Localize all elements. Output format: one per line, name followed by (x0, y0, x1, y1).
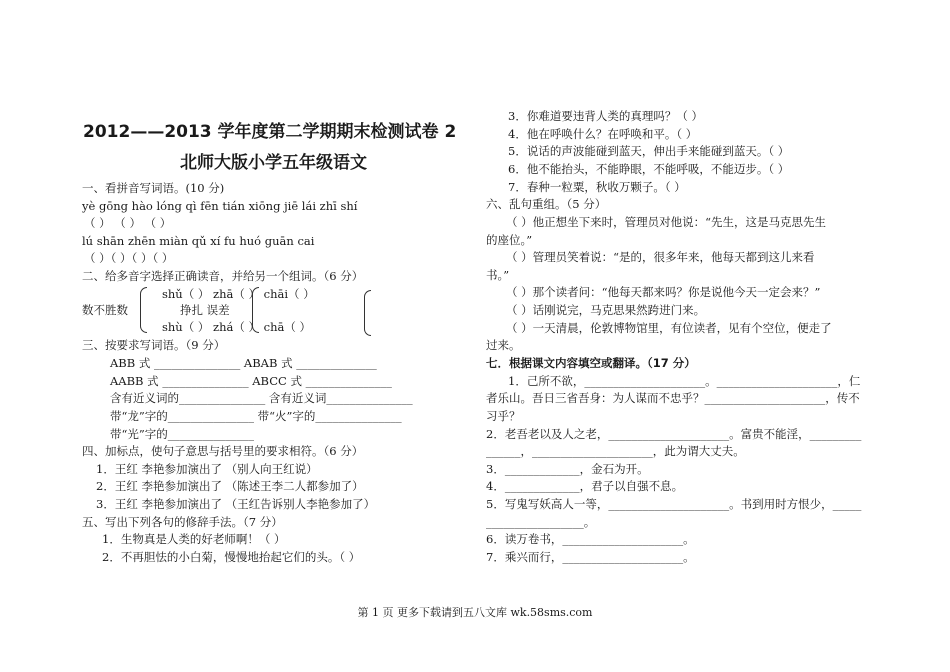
rhetoric-item-7: 7．春种一粒粟，秋收万颗子。（ ） (508, 180, 686, 194)
fill-item-6: 6．读万卷书，_____________________。 (486, 532, 695, 546)
section-7-heading: 七．根据课文内容填空或翻译。（17 分） (486, 356, 696, 370)
answer-blanks-row-2: （ ）（ ）（ ）（ ） (84, 251, 174, 265)
rhetoric-item-5: 5．说话的声波能碰到蓝天，伸出手来能碰到蓝天。（ ） (508, 144, 790, 158)
reorder-item-5: （ ）一天清晨，伦敦博物馆里，有位读者，见有个空位，便走了 (506, 321, 832, 335)
polyphone-word-1: 数不胜数 (82, 303, 128, 317)
section-4-heading: 四、加标点，使句子意思与括号里的要求相符。（6 分） (82, 444, 364, 458)
reorder-item-2-cont: 书。” (486, 268, 510, 282)
fill-item-3: 3．_____________，金石为开。 (486, 462, 649, 476)
reorder-item-1-cont: 的座位。” (486, 233, 533, 247)
rhetoric-item-3: 3．你难道要违背人类的真理吗？（ ） (508, 109, 703, 123)
reorder-item-4: （ ）话刚说完，马克思果然跨进门来。 (506, 303, 706, 317)
character-row-1: 带“龙”字的_______________ 带“火”字的_______________ (110, 409, 402, 423)
fill-item-1-end: 习乎？ (486, 409, 521, 423)
brace-1 (140, 287, 147, 333)
pinyin-row-2: lú shān zhēn miàn qǔ xí fu huó guān cai (82, 234, 315, 248)
fill-item-1: 1．己所不欲，_____________________。_____________________，仁 (508, 374, 861, 388)
synonym-row: 含有近义词的_______________ 含有近义词_______________ (110, 391, 413, 405)
exam-subtitle: 北师大版小学五年级语文 (180, 153, 367, 173)
fill-item-4: 4．_____________，君子以自强不息。 (486, 479, 684, 493)
section-2-heading: 二、给多音字选择正确读音，并给另一个组词。（6 分） (82, 269, 364, 283)
rhetoric-item-4: 4．他在呼唤什么？在呼唤和平。（ ） (508, 127, 698, 141)
fill-item-2: 2．老吾老以及人之老，_____________________。富贵不能淫，_________ (486, 427, 862, 441)
brace-2 (252, 287, 259, 333)
reorder-item-5-cont: 过来。 (486, 338, 521, 352)
fill-item-2-cont: ______，_____________________，此为谓大丈夫。 (486, 444, 745, 458)
punctuation-item-3: 3．王红 李艳参加演出了 （王红告诉别人李艳参加了） (96, 497, 376, 511)
character-row-2: 带“光”字的_______________ (110, 427, 255, 441)
rhetoric-item-2: 2．不再胆怯的小白菊，慢慢地抬起它们的头。（ ） (102, 550, 361, 564)
reorder-item-2: （ ）管理员笑着说：“是的，很多年来，他每天都到这儿来看 (506, 250, 815, 264)
punctuation-item-1: 1．王红 李艳参加演出了 （别人向王红说） (96, 462, 318, 476)
word-pattern-row-2: AABB 式 _______________ ABCC 式 _______________ (110, 374, 392, 388)
fill-item-5-cont: _________________。 (486, 515, 596, 529)
reorder-item-3: （ ）那个读者问：“他每天都来吗？你是说他今天一定会来？” (506, 285, 821, 299)
polyphone-words: 挣扎 误差 (180, 303, 230, 317)
exam-title: 2012——2013 学年度第二学期期末检测试卷 2 (83, 122, 457, 142)
punctuation-item-2: 2．王红 李艳参加演出了 （陈述王李二人都参加了） (96, 479, 364, 493)
fill-item-7: 7．乘兴而行，_____________________。 (486, 550, 695, 564)
polyphone-pinyin-top: shǔ（ ） zhā（ ） chāi（ ） (162, 287, 315, 301)
polyphone-pinyin-bottom: shù（ ） zhá（ ） chā（ ） (162, 320, 312, 334)
section-6-heading: 六、乱句重组。（5 分） (486, 197, 607, 211)
rhetoric-item-6: 6．他不能抬头，不能睁眼，不能呼吸，不能迈步。（ ） (508, 162, 790, 176)
fill-item-1-cont: 者乐山。吾日三省吾身：为人谋而不忠乎？_____________________，传不 (486, 391, 860, 405)
reorder-item-1: （ ）他正想坐下来时，管理员对他说：“先生，这是马克思先生 (506, 215, 827, 229)
answer-blanks-row-1: （ ） （ ） （ ） (84, 216, 172, 230)
brace-3 (364, 290, 371, 336)
section-3-heading: 三、按要求写词语。（9 分） (82, 338, 226, 352)
rhetoric-item-1: 1．生物真是人类的好老师啊！（ ） (102, 532, 286, 546)
pinyin-row-1: yè gōng hào lóng qì fēn tián xiōng jiē lái zhī shí (82, 199, 358, 213)
fill-item-5: 5．写鬼写妖高人一等，_____________________。书到用时方恨少，_____ (486, 497, 862, 511)
page-footer: 第 1 页 更多下载请到五八文库 wk.58sms.com (357, 606, 593, 619)
section-1-heading: 一、看拼音写词语。(10 分) (82, 181, 225, 195)
section-5-heading: 五、写出下列各句的修辞手法。（7 分） (82, 515, 283, 529)
word-pattern-row-1: ABB 式 _______________ ABAB 式 ______________ (110, 356, 377, 370)
